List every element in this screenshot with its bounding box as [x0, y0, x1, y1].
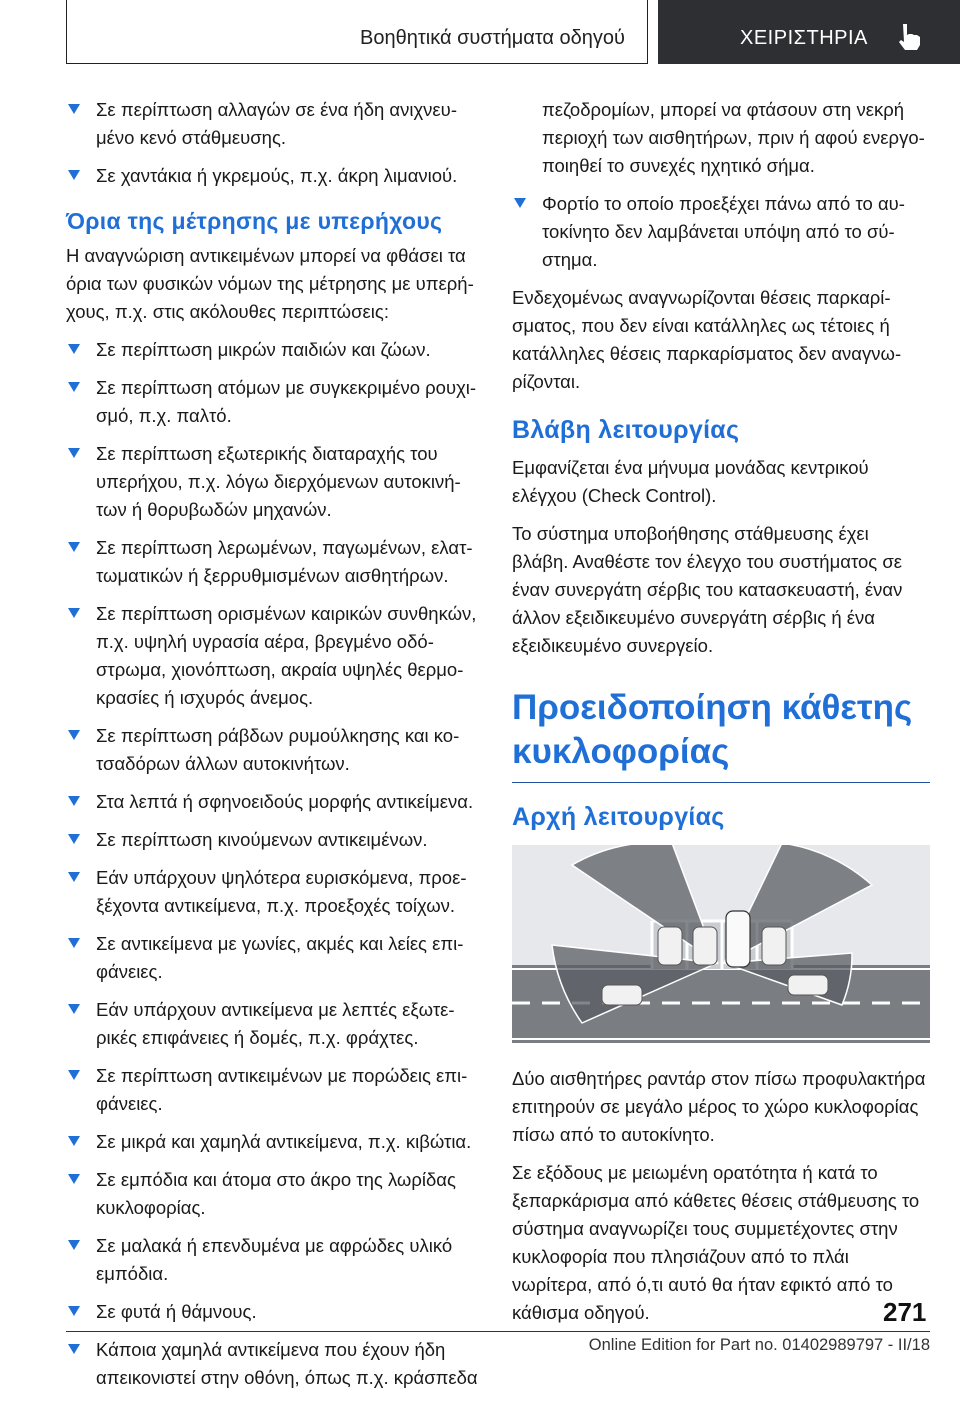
- triangle-bullet-icon: [68, 382, 80, 392]
- sub-heading: Αρχή λειτουργίας: [512, 803, 725, 831]
- triangle-bullet-icon: [68, 1344, 80, 1354]
- header-section-tab: [66, 0, 648, 64]
- page-number: 271: [883, 1297, 927, 1327]
- triangle-bullet-icon: [68, 448, 80, 458]
- continued-text: πεζοδρομίων, μπορεί να φτάσουν στη νεκρή περιοχή των αισθητήρων, πριν ή αφού ενεργοποιηθεί το συνεχές ηχητικό σήμα.: [542, 99, 925, 176]
- list-item: Σε περίπτωση λερωμένων, παγωμένων, ελαττωματικών ή ξερρυθμισμένων αισθητήρων.: [66, 534, 480, 590]
- list-item: Σε περίπτωση αλλαγών σε ένα ήδη ανιχνευμένο κενό στάθμευσης.: [66, 96, 480, 152]
- triangle-bullet-icon: [68, 1306, 80, 1316]
- right-column: [512, 96, 930, 1337]
- triangle-bullet-icon: [68, 938, 80, 948]
- main-heading: Προειδοποίηση κάθετης κυκλοφορίας: [512, 686, 930, 783]
- list-item: Σε περίπτωση ράβδων ρυμούλκησης και κοτσαδόρων άλλων αυτοκινήτων.: [66, 722, 480, 778]
- triangle-bullet-icon: [68, 170, 80, 180]
- paragraph: Εμφανίζεται ένα μήνυμα μονάδας κεντρικού ελέγχου (Check Control).: [512, 457, 869, 506]
- triangle-bullet-icon: [68, 834, 80, 844]
- header-section-title: Βοηθητικά συστήματα οδηγού: [360, 27, 625, 49]
- fault-heading: Βλάβη λειτουργίας: [512, 416, 740, 444]
- paragraph: Ενδεχομένως αναγνωρίζονται θέσεις παρκαρίσματος, που δεν είναι κατάλληλες ως τέτοιες ή κατάλληλες θέσεις παρκαρίσματος δεν αναγνωρίζονται.: [512, 287, 902, 392]
- header-chapter-tab: [658, 0, 960, 64]
- list-item: Σε εμπόδια και άτομα στο άκρο της λωρίδας κυκλοφορίας.: [66, 1166, 480, 1222]
- list-item: Σε περίπτωση ατόμων με συγκεκριμένο ρουχισμό, π.χ. παλτό.: [66, 374, 480, 430]
- list-item: Κάποια χαμηλά αντικείμενα που έχουν ήδη απεικονιστεί στην οθόνη, όπως π.χ. κράσπεδα: [66, 1336, 480, 1392]
- triangle-bullet-icon: [68, 542, 80, 552]
- triangle-bullet-icon: [68, 1070, 80, 1080]
- paragraph: Σε εξόδους με μειωμένη ορατότητα ή κατά το ξεπαρκάρισμα από κάθετες θέσεις στάθμευσης το σύστημα αναγνωρίζει τους συμμετέχοντες στην κυκλοφορία που πλησιάζουν από το πλάι νωρίτερα, από ό,τι αυτό θα ήταν εφικτό από το κάθισμα οδηγού.: [512, 1162, 920, 1323]
- list-item: Σε περίπτωση κινούμενων αντικειμένων.: [66, 826, 480, 854]
- list-item: Στα λεπτά ή σφηνοειδούς μορφής αντικείμενα.: [66, 788, 480, 816]
- triangle-bullet-icon: [68, 1004, 80, 1014]
- list-item: Σε περίπτωση μικρών παιδιών και ζώων.: [66, 336, 480, 364]
- triangle-bullet-icon: [68, 1136, 80, 1146]
- list-item: Σε περίπτωση αντικειμένων με πορώδεις επιφάνειες.: [66, 1062, 480, 1118]
- list-item: Σε χαντάκια ή γκρεμούς, π.χ. άκρη λιμανιού.: [66, 162, 480, 190]
- triangle-bullet-icon: [514, 198, 526, 208]
- hand-pointer-icon: [894, 22, 924, 50]
- header-chapter-title: ΧΕΙΡΙΣΤΗΡΙΑ: [740, 27, 868, 49]
- list-item: Εάν υπάρχουν ψηλότερα ευρισκόμενα, προεξέχοντα αντικείμενα, π.χ. προεξοχές τοίχων.: [66, 864, 480, 920]
- paragraph: Η αναγνώριση αντικειμένων μπορεί να φθάσει τα όρια των φυσικών νόμων της μέτρησης με υπερήχους, π.χ. στις ακόλουθες περιπτώσεις:: [66, 245, 474, 322]
- bullet-list-limits: [66, 336, 480, 1392]
- paragraph: Το σύστημα υποβοήθησης στάθμευσης έχει βλάβη. Αναθέστε τον έλεγχο του συστήματος σε έναν συνεργάτη σέρβις του κατασκευαστή, έναν άλλον εξειδικευμένο συνεργάτη σέρβις ή ένα εξειδικευμένο συνεργείο.: [512, 523, 903, 656]
- list-item: Σε φυτά ή θάμνους.: [66, 1298, 480, 1326]
- list-item: Σε μικρά και χαμηλά αντικείμενα, π.χ. κιβώτια.: [66, 1128, 480, 1156]
- footer-edition: Online Edition for Part no. 01402989797 - II/18: [588, 1336, 930, 1354]
- list-item: Φορτίο το οποίο προεξέχει πάνω από το αυτοκίνητο δεν λαμβάνεται υπόψη από το σύστημα.: [512, 190, 930, 274]
- cross-traffic-illustration: [512, 845, 930, 1043]
- radar-coverage-diagram: [512, 845, 930, 1043]
- list-item: Εάν υπάρχουν αντικείμενα με λεπτές εξωτερικές επιφάνειες ή δομές, π.χ. φράχτες.: [66, 996, 480, 1052]
- triangle-bullet-icon: [68, 796, 80, 806]
- triangle-bullet-icon: [68, 1240, 80, 1250]
- section-heading: Όρια της μέτρησης με υπερήχους: [66, 208, 443, 234]
- bullet-list-top: [66, 96, 480, 190]
- triangle-bullet-icon: [68, 730, 80, 740]
- triangle-bullet-icon: [68, 104, 80, 114]
- left-column: [66, 96, 480, 1402]
- triangle-bullet-icon: [68, 344, 80, 354]
- list-item: Σε περίπτωση εξωτερικής διαταραχής του υπερήχου, π.χ. λόγω διερχόμενων αυτοκινήτων ή θορυβωδών μηχανών.: [66, 440, 480, 524]
- triangle-bullet-icon: [68, 1174, 80, 1184]
- list-item: Σε μαλακά ή επενδυμένα με αφρώδες υλικό εμπόδια.: [66, 1232, 480, 1288]
- list-item: Σε περίπτωση ορισμένων καιρικών συνθηκών, π.χ. υψηλή υγρασία αέρα, βρεγμένο οδόστρωμα, χιονόπτωση, ακραία υψηλές θερμοκρασίες ή ισχυρός άνεμος.: [66, 600, 480, 712]
- triangle-bullet-icon: [68, 872, 80, 882]
- list-item: Σε αντικείμενα με γωνίες, ακμές και λείες επιφάνειες.: [66, 930, 480, 986]
- paragraph: Δύο αισθητήρες ραντάρ στον πίσω προφυλακτήρα επιτηρούν σε μεγάλο μέρος το χώρο κυκλοφορίας πίσω από το αυτοκίνητο.: [512, 1068, 926, 1145]
- triangle-bullet-icon: [68, 608, 80, 618]
- footer-divider: [66, 1331, 930, 1332]
- bullet-list-load: [512, 190, 930, 274]
